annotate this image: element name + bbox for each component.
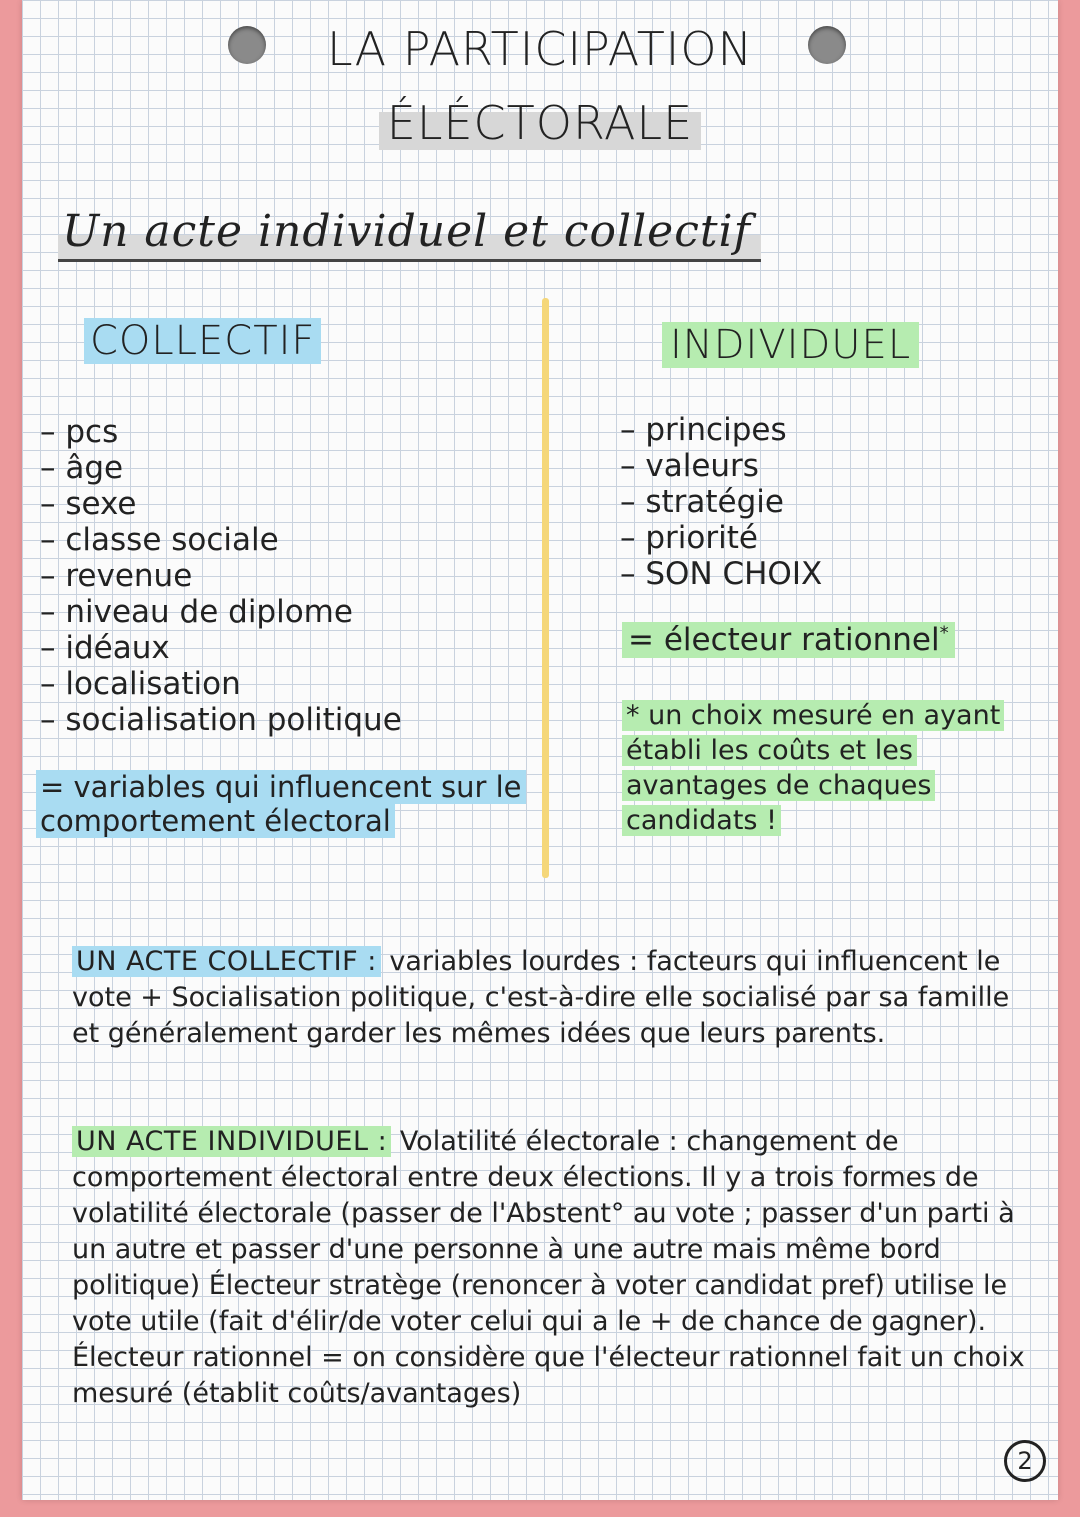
individuel-note: * un choix mesuré en ayant établi les coûts et les avantages de chaques candidats ! bbox=[622, 698, 1042, 838]
acte-collectif-paragraph bbox=[72, 944, 1042, 1052]
section-subtitle: Un acte individuel et collectif bbox=[58, 206, 761, 262]
collectif-heading: COLLECTIF bbox=[84, 318, 321, 364]
notebook-page bbox=[22, 0, 1058, 1500]
asterisk-icon: * bbox=[939, 622, 949, 644]
list-item: – localisation bbox=[40, 666, 402, 702]
acte-collectif-label: UN ACTE COLLECTIF : bbox=[72, 946, 381, 977]
acte-individuel-text: Volatilité électorale : changement de comportement électoral entre deux élections. Il y a trois formes de volatilité électorale (passer de l'Abstent° au vote ; passer d'un parti à un autre et passer d'une personne à une autre mais même bord politique) Électeur stratège (renoncer à voter candidat pref) utilise le vote utile (fait d'élir/de voter celui qui a le + de chance de gagner). Électeur rationnel = on considère que l'électeur rationnel fait un choix mesuré (établit coûts/avantages) bbox=[72, 1126, 1025, 1409]
acte-collectif-text: variables lourdes : facteurs qui influencent le vote + Socialisation politique, c'est-à-dire elle socialisé par sa famille et généralement garder les mêmes idées que leurs parents. bbox=[72, 946, 1010, 1049]
page-number: 2 bbox=[1004, 1440, 1046, 1482]
page-title-line1: LA PARTICIPATION bbox=[327, 22, 753, 76]
list-item: – pcs bbox=[40, 414, 402, 450]
collectif-note: = variables qui influencent sur le comportement électoral bbox=[36, 770, 536, 838]
list-item: – priorité bbox=[620, 520, 822, 556]
list-item: – niveau de diplome bbox=[40, 594, 402, 630]
acte-individuel-paragraph bbox=[72, 1124, 1042, 1412]
list-item: – socialisation politique bbox=[40, 702, 402, 738]
list-item: – âge bbox=[40, 450, 402, 486]
individuel-heading: INDIVIDUEL bbox=[662, 322, 919, 368]
list-item: – sexe bbox=[40, 486, 402, 522]
page-title-line2: ÉLÉCTORALE bbox=[22, 96, 1058, 150]
list-item: – SON CHOIX bbox=[620, 556, 822, 592]
list-item: – principes bbox=[620, 412, 822, 448]
acte-individuel-label: UN ACTE INDIVIDUEL : bbox=[72, 1126, 391, 1157]
column-divider bbox=[542, 298, 549, 878]
list-item: – stratégie bbox=[620, 484, 822, 520]
list-item: – classe sociale bbox=[40, 522, 402, 558]
electeur-rationnel-label: = électeur rationnel* bbox=[622, 622, 955, 658]
collectif-list bbox=[40, 414, 402, 738]
list-item: – revenue bbox=[40, 558, 402, 594]
list-item: – idéaux bbox=[40, 630, 402, 666]
individuel-list bbox=[620, 412, 822, 592]
list-item: – valeurs bbox=[620, 448, 822, 484]
